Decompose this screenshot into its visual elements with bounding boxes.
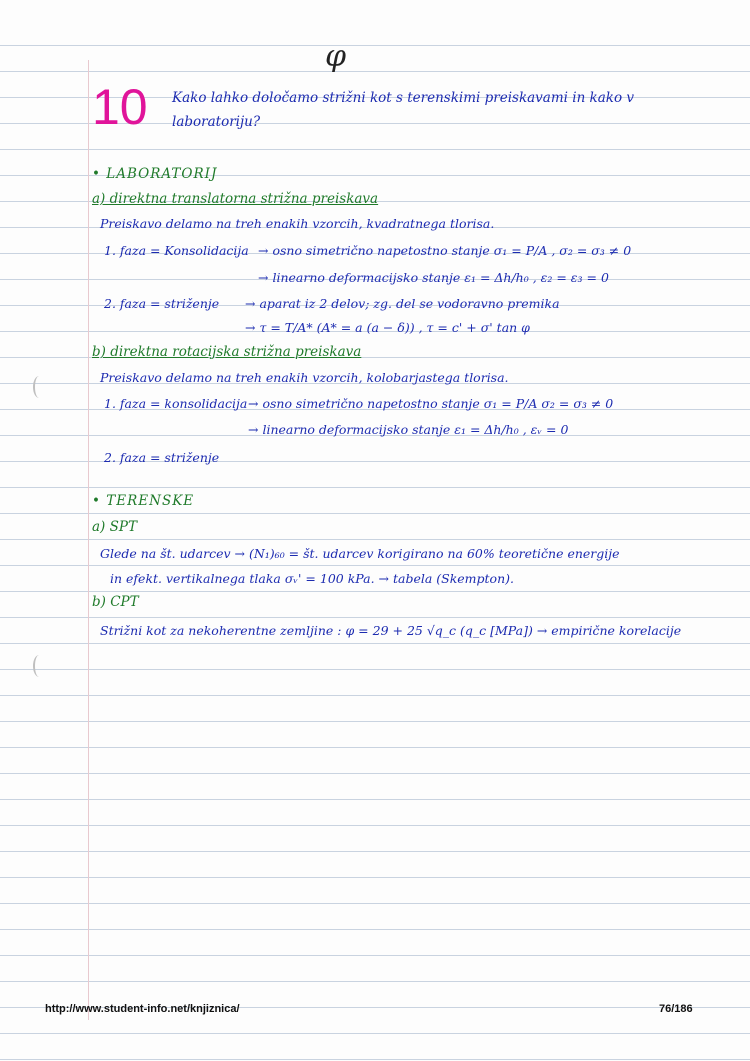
lab-a-faza1-line1: → osno simetrično napetostno stanje σ₁ = P/A , σ₂ = σ₃ ≠ 0 (258, 243, 632, 258)
lab-a-intro: Preiskavo delamo na treh enakih vzorcih, kvadratnega tlorisa. (100, 216, 495, 231)
lab-a-faza1-line2: → linearno deformacijsko stanje ε₁ = Δh/h₀ , ε₂ = ε₃ = 0 (258, 270, 609, 285)
question-line-1: Kako lahko določamo strižni kot s terenskimi preiskavami in kako v (172, 90, 635, 106)
subsection-title-cpt: b) CPT (92, 594, 139, 610)
lab-b-faza1-line2: → linearno deformacijsko stanje ε₁ = Δh/h₀ , εᵥ = 0 (248, 422, 569, 437)
section-heading-terenske: • TERENSKE (92, 493, 195, 509)
punch-hole (33, 376, 45, 398)
lab-b-faza2-label: 2. faza = striženje (104, 450, 220, 465)
lab-b-faza1-line1: → osno simetrično napetostno stanje σ₁ = P/A σ₂ = σ₃ ≠ 0 (248, 396, 614, 411)
lab-a-faza2-line2: → τ = T/A* (A* = a (a − δ)) , τ = c' + σ' tan φ (245, 320, 530, 335)
question-number: 10 (92, 79, 148, 135)
subsection-title-b: b) direktna rotacijska strižna preiskava (92, 344, 362, 360)
footer-url: http://www.student-info.net/knjiznica/ (45, 1003, 240, 1015)
question-line-2: laboratoriju? (172, 114, 261, 130)
footer-page-number: 76/186 (659, 1003, 693, 1015)
subsection-title-spt: a) SPT (92, 519, 137, 535)
lab-b-intro: Preiskavo delamo na treh enakih vzorcih, kolobarjastega tlorisa. (100, 370, 509, 385)
punch-hole (33, 655, 45, 677)
phi-symbol: φ (325, 39, 347, 74)
lab-a-faza1-label: 1. faza = Konsolidacija (104, 243, 249, 258)
section-heading-laboratorij: • LABORATORIJ (92, 166, 218, 182)
margin-line (88, 60, 89, 1020)
lab-a-faza2-label: 2. faza = striženje (104, 296, 220, 311)
spt-line-1: Glede na št. udarcev → (N₁)₆₀ = št. udarcev korigirano na 60% teoretične energije (100, 546, 620, 561)
lab-b-faza1-label: 1. faza = konsolidacija (104, 396, 248, 411)
cpt-line-1: Strižni kot za nekoherentne zemljine : φ = 29 + 25 √q_c (q_c [MPa]) → empirične korelacije (100, 623, 682, 638)
spt-line-2: in efekt. vertikalnega tlaka σᵥ' = 100 kPa. → tabela (Skempton). (110, 571, 514, 586)
lab-a-faza2-line1: → aparat iz 2 delov; zg. del se vodoravno premika (245, 296, 560, 311)
subsection-title-a: a) direktna translatorna strižna preiskava (92, 191, 379, 207)
